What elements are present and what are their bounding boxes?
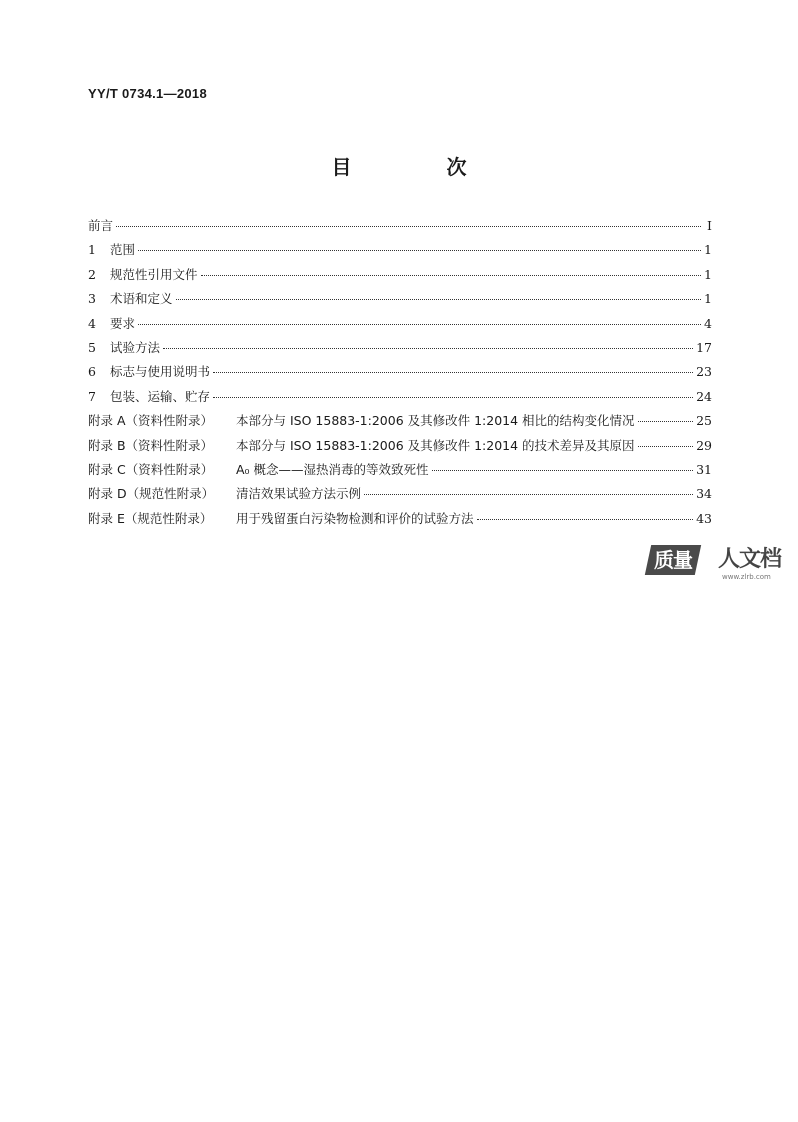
toc-page-number: 29 bbox=[696, 437, 712, 453]
toc-number: 4 bbox=[88, 315, 96, 331]
toc-label: 标志与使用说明书 bbox=[110, 364, 211, 380]
toc-leader-dots bbox=[201, 275, 701, 276]
toc-appendix-prefix: 附录 D（规范性附录） bbox=[88, 486, 215, 502]
toc-row[interactable] bbox=[88, 409, 712, 433]
toc-page-number: 24 bbox=[696, 388, 712, 404]
watermark-url: www.zlrb.com bbox=[722, 573, 771, 581]
toc-row[interactable] bbox=[88, 385, 712, 409]
toc-label: 试验方法 bbox=[110, 339, 161, 355]
toc-row[interactable] bbox=[88, 336, 712, 360]
toc-label: A₀ 概念——湿热消毒的等效致死性 bbox=[236, 461, 429, 477]
toc-row[interactable] bbox=[88, 458, 712, 482]
toc-number: 7 bbox=[88, 388, 96, 404]
toc-label: 规范性引用文件 bbox=[110, 266, 198, 282]
watermark-logo bbox=[648, 543, 788, 587]
toc-leader-dots bbox=[138, 250, 701, 251]
toc-page-number: Ⅰ bbox=[707, 218, 712, 233]
toc-row[interactable] bbox=[88, 482, 712, 506]
page-title: 目 次 bbox=[331, 155, 511, 179]
toc-leader-dots bbox=[213, 397, 693, 398]
toc-row[interactable] bbox=[88, 434, 712, 458]
toc-label: 本部分与 ISO 15883-1:2006 及其修改件 1:2014 相比的结构变化情况 bbox=[236, 413, 635, 429]
toc-page-number: 23 bbox=[696, 364, 712, 380]
toc-page-number: 4 bbox=[704, 315, 712, 331]
toc-row[interactable] bbox=[88, 360, 712, 384]
toc-leader-dots bbox=[176, 299, 701, 300]
toc-number: 6 bbox=[88, 364, 96, 380]
toc-label: 本部分与 ISO 15883-1:2006 及其修改件 1:2014 的技术差异及其原因 bbox=[236, 437, 635, 453]
toc-appendix-prefix: 附录 B（资料性附录） bbox=[88, 437, 214, 453]
toc-leader-dots bbox=[477, 519, 694, 520]
toc-label: 范围 bbox=[110, 242, 136, 258]
toc-row[interactable] bbox=[88, 287, 712, 311]
toc-leader-dots bbox=[364, 494, 693, 495]
toc-number: 1 bbox=[88, 242, 96, 258]
toc-label: 清洁效果试验方法示例 bbox=[236, 486, 362, 502]
watermark-name: 人文档 bbox=[718, 547, 782, 572]
toc-leader-dots bbox=[138, 324, 701, 325]
toc-leader-dots bbox=[163, 348, 693, 349]
toc-leader-dots bbox=[638, 446, 694, 447]
toc-page-number: 43 bbox=[696, 510, 712, 526]
toc-row[interactable] bbox=[88, 312, 712, 336]
toc-label: 前言 bbox=[88, 218, 114, 233]
toc-leader-dots bbox=[638, 421, 694, 422]
toc-number: 2 bbox=[88, 266, 96, 282]
table-of-contents bbox=[88, 214, 712, 531]
toc-page-number: 1 bbox=[704, 266, 712, 282]
toc-number: 3 bbox=[88, 291, 96, 307]
toc-row[interactable] bbox=[88, 507, 712, 531]
toc-page-number: 17 bbox=[696, 339, 712, 355]
toc-label: 要求 bbox=[110, 315, 136, 331]
toc-appendix-prefix: 附录 A（资料性附录） bbox=[88, 413, 214, 429]
toc-label: 术语和定义 bbox=[110, 291, 173, 307]
toc-row[interactable] bbox=[88, 214, 712, 238]
toc-page-number: 31 bbox=[696, 461, 712, 477]
toc-page-number: 25 bbox=[696, 413, 712, 429]
toc-page-number: 1 bbox=[704, 242, 712, 258]
toc-label: 包装、运输、贮存 bbox=[110, 388, 211, 404]
toc-leader-dots bbox=[116, 226, 701, 227]
toc-row[interactable] bbox=[88, 238, 712, 262]
toc-leader-dots bbox=[213, 372, 693, 373]
toc-label: 用于残留蛋白污染物检测和评价的试验方法 bbox=[236, 510, 474, 526]
toc-appendix-prefix: 附录 C（资料性附录） bbox=[88, 461, 214, 477]
toc-page-number: 1 bbox=[704, 291, 712, 307]
toc-page-number: 34 bbox=[696, 486, 712, 502]
watermark-badge: 质量 bbox=[645, 545, 701, 575]
toc-number: 5 bbox=[88, 339, 96, 355]
toc-leader-dots bbox=[432, 470, 694, 471]
toc-appendix-prefix: 附录 E（规范性附录） bbox=[88, 510, 213, 526]
toc-row[interactable] bbox=[88, 263, 712, 287]
standard-code: YY/T 0734.1—2018 bbox=[88, 86, 207, 101]
